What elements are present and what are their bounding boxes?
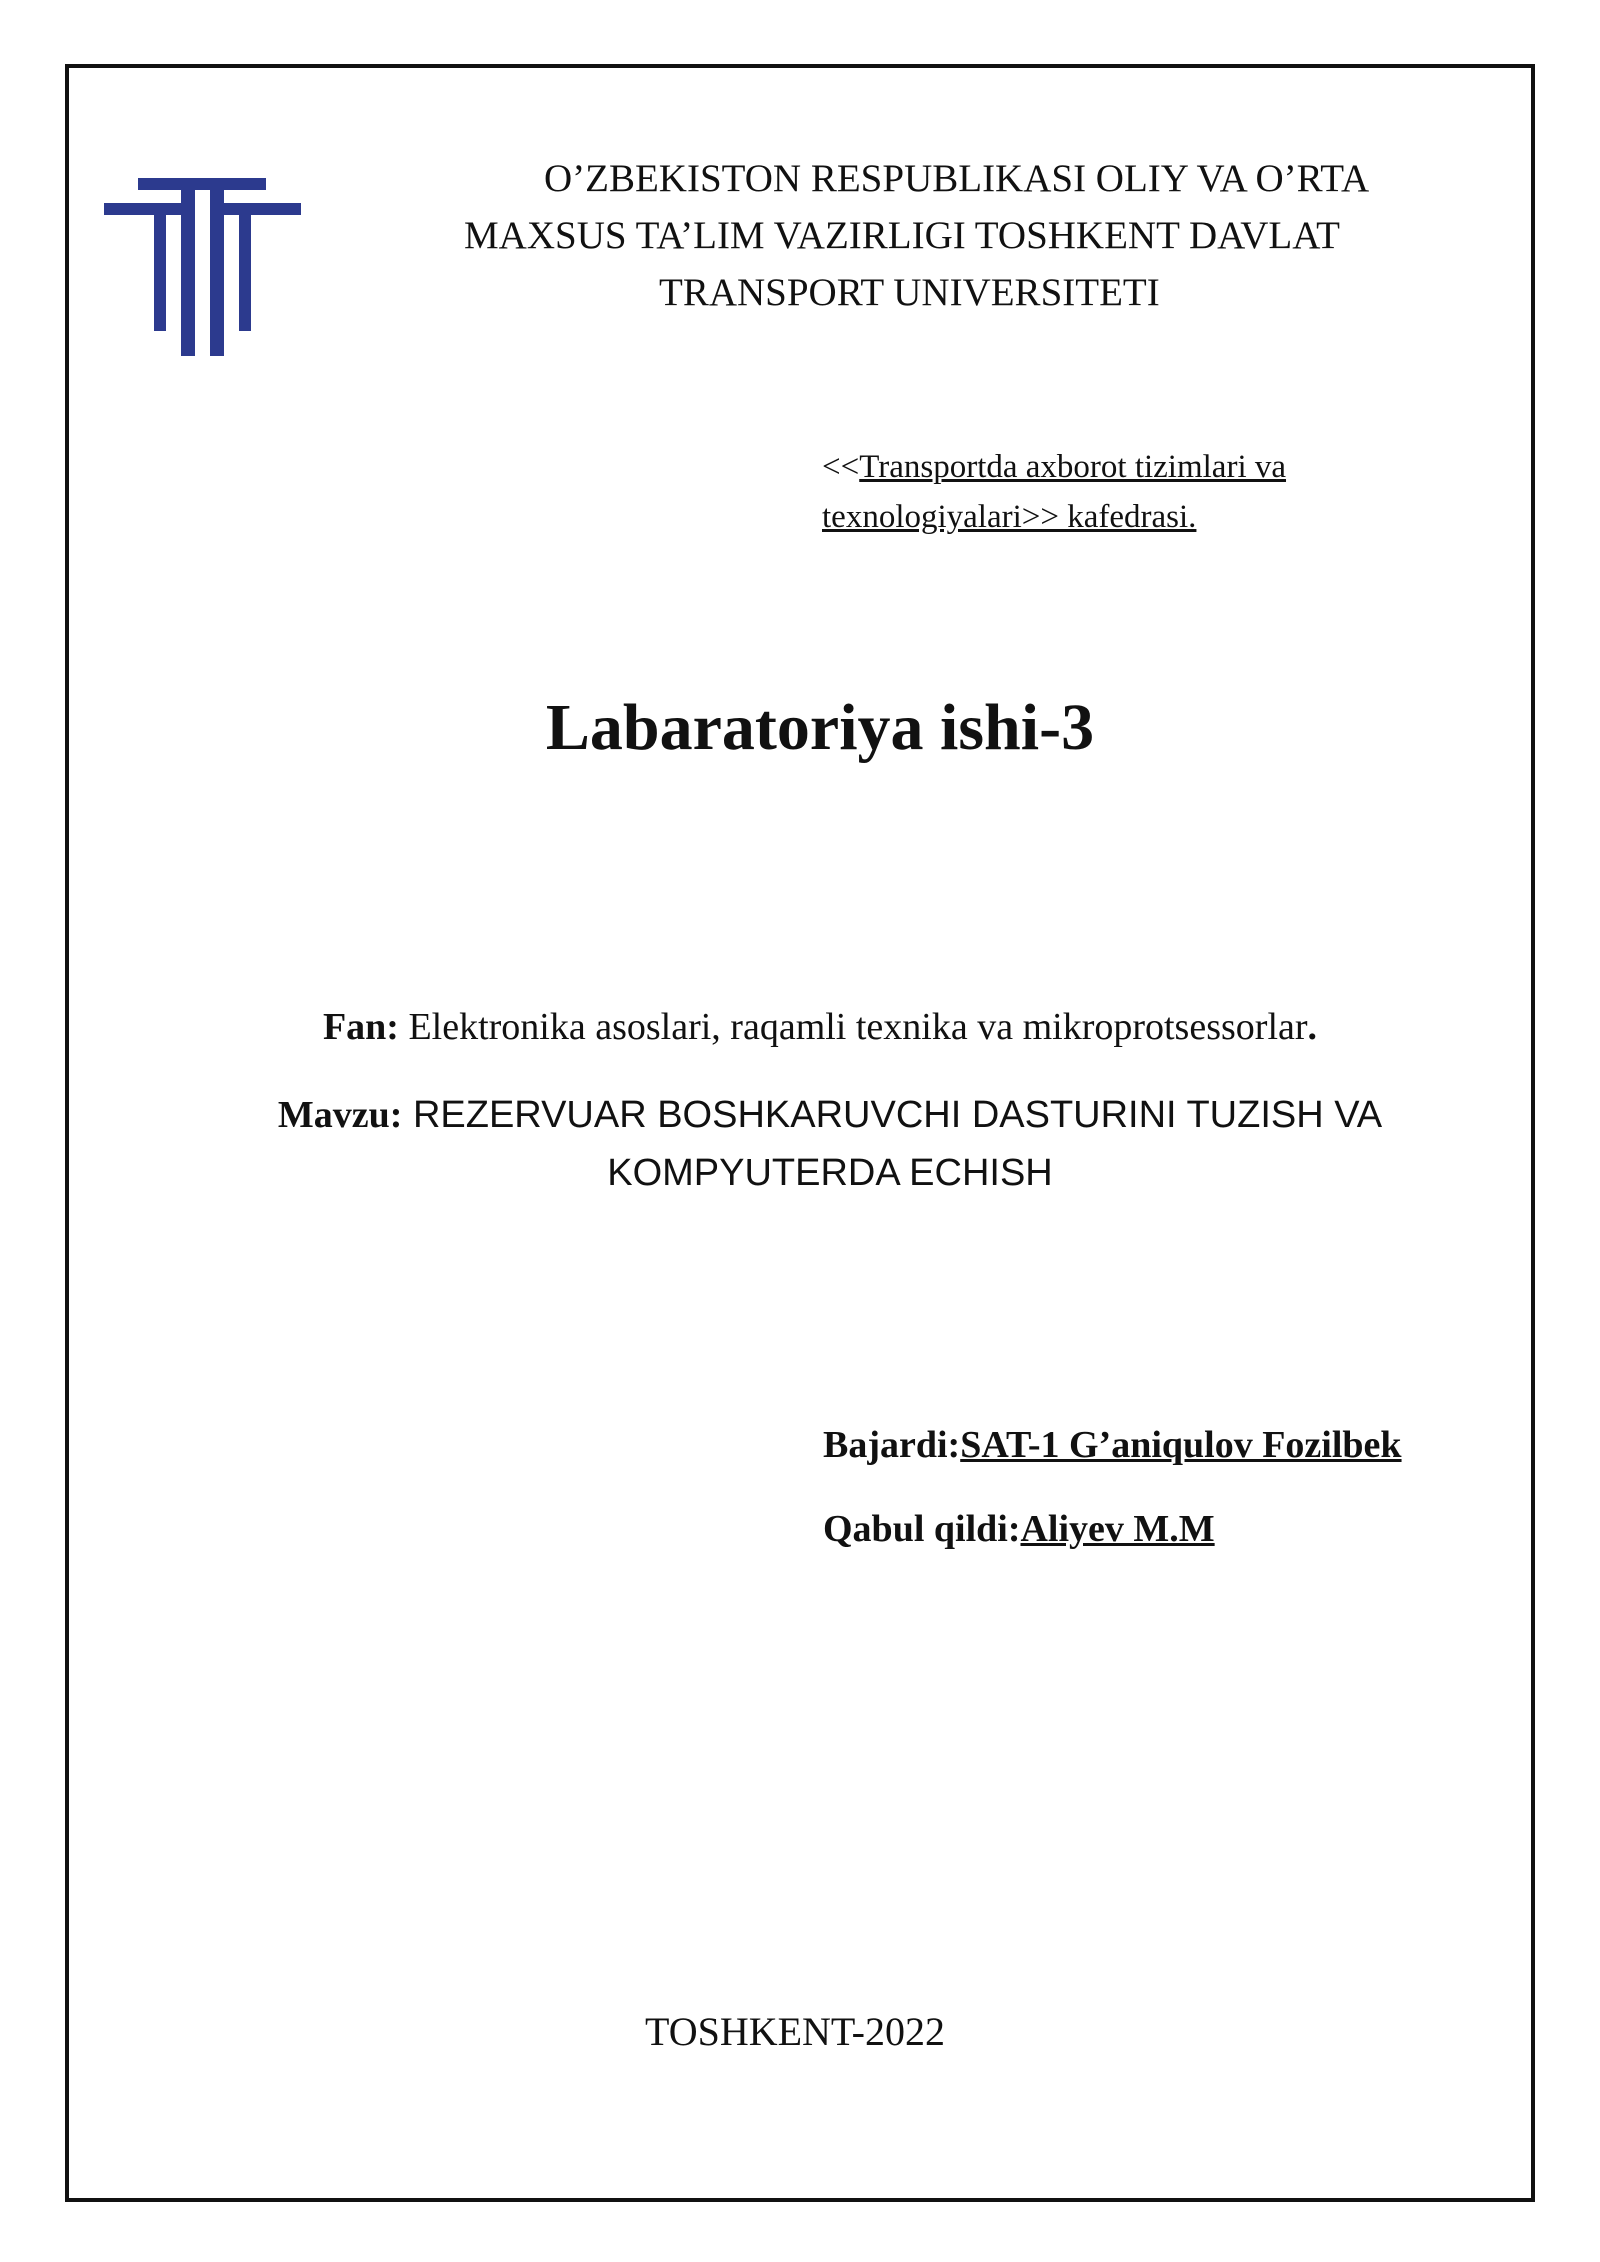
subject-line [0, 1002, 1600, 1052]
performed-by-label: Bajardi: [823, 1424, 961, 1466]
department-prefix: << [822, 449, 860, 485]
subject-value: Elektronika asoslari, raqamli texnika va mikroprotsessorlar [398, 1006, 1308, 1048]
performed-by-value: SAT-1 G’aniqulov Fozilbek [960, 1424, 1402, 1466]
accepted-by [823, 1504, 1215, 1554]
topic-label: Mavzu: [277, 1094, 403, 1136]
performed-by [823, 1420, 1402, 1470]
subject-end: . [1307, 1006, 1318, 1048]
department-name [822, 442, 1442, 542]
ministry-heading [440, 150, 1500, 321]
ministry-line-1: O’ZBEKISTON RESPUBLIKASI OLIY VA O’RTA [544, 157, 1370, 200]
accepted-by-label: Qabul qildi: [823, 1508, 1021, 1550]
department-name-line-1: Transportda axborot tizimlari va [859, 449, 1287, 485]
accepted-by-value: Aliyev M.M [1020, 1508, 1215, 1550]
city-year: TOSHKENT-2022 [644, 2009, 946, 2054]
topic-value: REZERVUAR BOSHKARUVCHI DASTURINI TUZISH VA KOMPYUTERDA ECHISH [402, 1094, 1383, 1194]
department-name-line-2: texnologiyalari>> kafedrasi. [822, 499, 1197, 535]
topic-line [190, 1086, 1470, 1202]
document-title: Labaratoriya ishi-3 [545, 691, 1095, 764]
ministry-line-2: MAXSUS TA’LIM VAZIRLIGI TOSHKENT DAVLAT [464, 214, 1340, 257]
university-t-logo-icon [104, 178, 301, 356]
subject-label: Fan: [322, 1006, 399, 1048]
ministry-line-3: TRANSPORT UNIVERSITETI [659, 271, 1160, 314]
